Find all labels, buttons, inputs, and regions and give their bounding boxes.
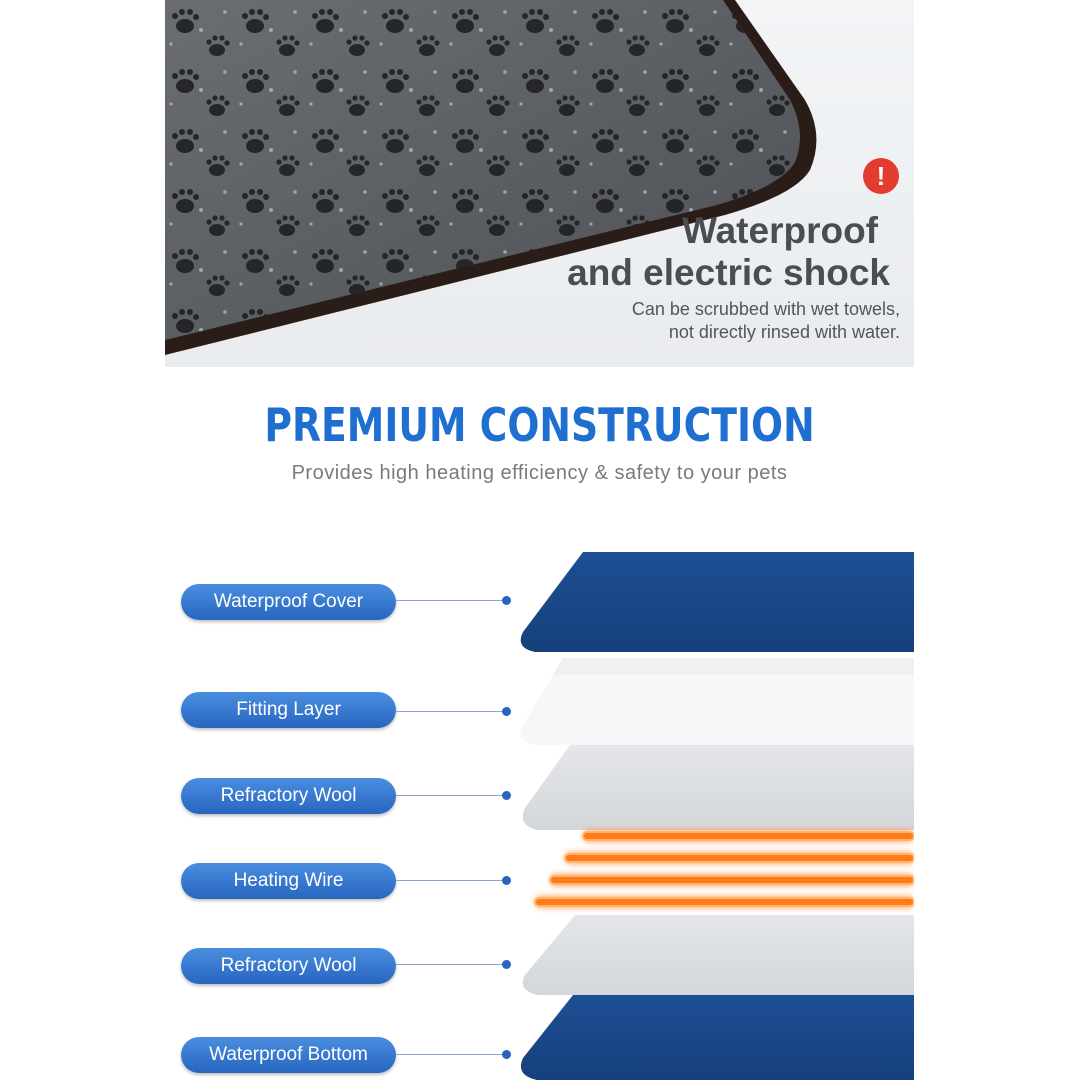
connector-dot xyxy=(502,960,511,969)
connector-line xyxy=(396,795,504,796)
waterproof-banner xyxy=(165,0,914,367)
layer-label-waterproof-cover: Waterproof Cover xyxy=(181,584,396,620)
connector-line xyxy=(396,1054,504,1055)
section-subtitle: Provides high heating efficiency & safety to your pets xyxy=(291,462,788,484)
connector-dot xyxy=(502,791,511,800)
waterproof-bottom-layer xyxy=(521,995,914,1080)
product-panel xyxy=(165,0,914,1080)
banner-title xyxy=(567,210,890,294)
layer-label-refractory-wool-1: Refractory Wool xyxy=(181,778,396,814)
section-title: PREMIUM CONSTRUCTION xyxy=(264,398,815,452)
banner-subtitle-line1: Can be scrubbed with wet towels, xyxy=(631,299,900,319)
refractory-wool-layer-bottom xyxy=(523,915,914,995)
connector-line xyxy=(396,880,504,881)
banner-title-line2: and electric shock xyxy=(567,252,890,293)
connector-dot xyxy=(502,596,511,605)
layer-label-waterproof-bottom: Waterproof Bottom xyxy=(181,1037,396,1073)
layer-label-heating-wire: Heating Wire xyxy=(181,863,396,899)
heating-wire-layer xyxy=(535,830,914,908)
connector-line xyxy=(396,964,504,965)
banner-title-line1: Waterproof xyxy=(682,210,878,251)
banner-subtitle-line2: not directly rinsed with water. xyxy=(668,322,900,342)
exclamation-icon: ! xyxy=(863,158,899,194)
connector-line xyxy=(396,711,504,712)
connector-line xyxy=(396,600,504,601)
refractory-wool-layer-top xyxy=(523,745,914,830)
connector-dot xyxy=(502,707,511,716)
layer-label-fitting-layer: Fitting Layer xyxy=(181,692,396,728)
connector-dot xyxy=(502,876,511,885)
waterproof-cover-layer xyxy=(521,552,914,652)
connector-dot xyxy=(502,1050,511,1059)
banner-subtitle xyxy=(632,298,900,344)
layer-label-refractory-wool-2: Refractory Wool xyxy=(181,948,396,984)
